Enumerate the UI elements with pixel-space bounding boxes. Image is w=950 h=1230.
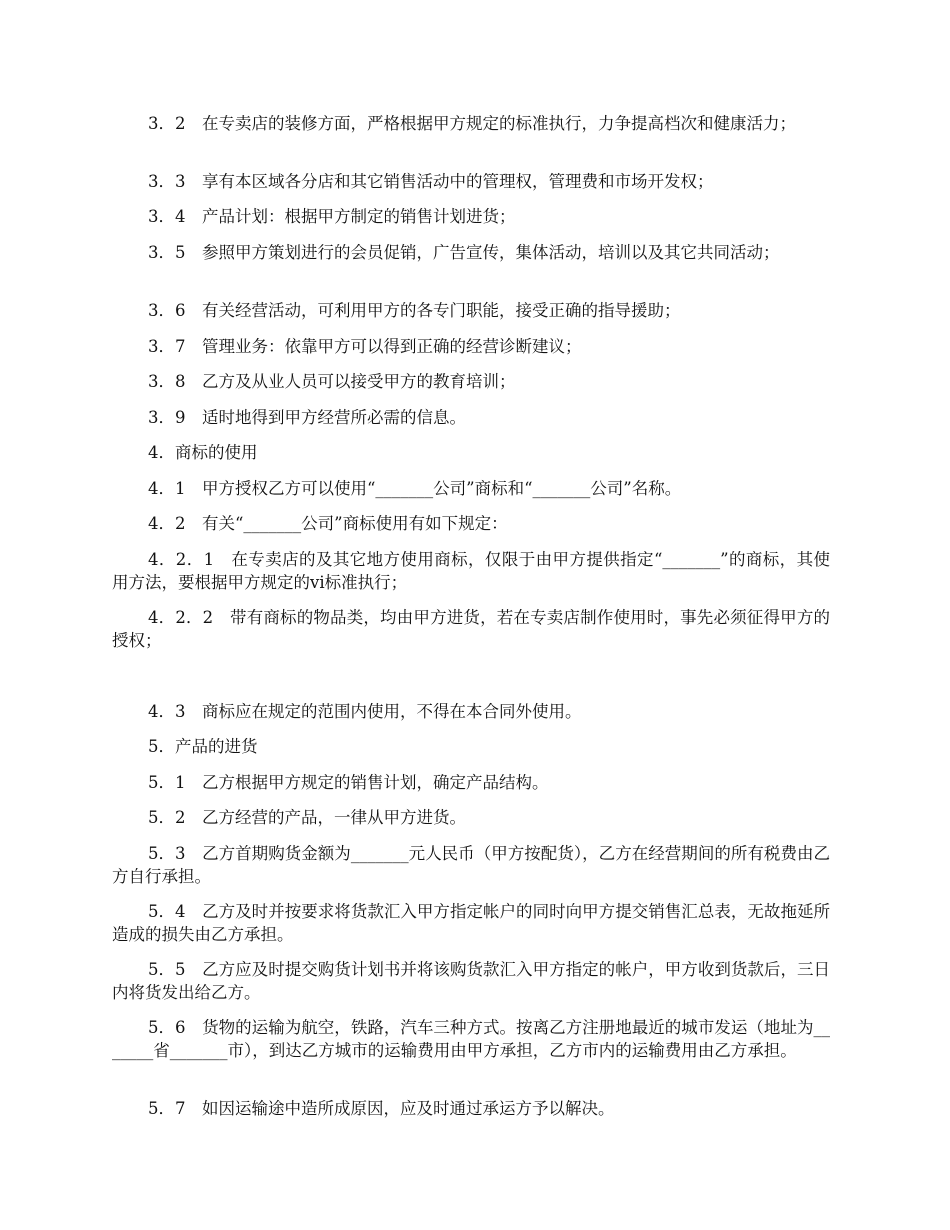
section-4-heading: 4．商标的使用 bbox=[148, 443, 258, 462]
clause-3-5: 3．5 参照甲方策划进行的会员促销，广告宣传，集体活动，培训以及其它共同活动； bbox=[148, 243, 780, 262]
clause-3-9: 3．9 适时地得到甲方经营所必需的信息。 bbox=[148, 408, 466, 427]
clause-5-4: 5．4 乙方及时并按要求将货款汇入甲方指定帐户的同时向甲方提交销售汇总表，无故拖延所造成的损失由乙方承担。 bbox=[112, 902, 830, 944]
clause-5-1: 5．1 乙方根据甲方规定的销售计划，确定产品结构。 bbox=[148, 773, 549, 792]
clause-5-2: 5．2 乙方经营的产品，一律从甲方进货。 bbox=[148, 808, 466, 827]
clause-5-6: 5．6 货物的运输为航空，铁路，汽车三种方式。按离乙方注册地最近的城市发运（地址为_______省_______市），到达乙方城市的运输费用由甲方承担，乙方市内的运输费用由乙方承担。 bbox=[112, 1018, 830, 1060]
clause-5-7: 5．7 如因运输途中造所成原因，应及时通过承运方予以解决。 bbox=[148, 1099, 615, 1118]
clause-3-4: 3．4 产品计划：根据甲方制定的销售计划进货； bbox=[148, 207, 516, 226]
clause-4-1: 4．1 甲方授权乙方可以使用“_______公司”商标和“_______公司”名称。 bbox=[148, 479, 682, 498]
section-5-heading: 5．产品的进货 bbox=[148, 737, 258, 756]
clause-4-3: 4．3 商标应在规定的范围内使用，不得在本合同外使用。 bbox=[148, 702, 582, 721]
clause-4-2-2: 4．2．2 带有商标的物品类，均由甲方进货，若在专卖店制作使用时，事先必须征得甲方的授权； bbox=[112, 608, 830, 650]
clause-5-5: 5．5 乙方应及时提交购货计划书并将该购货款汇入甲方指定的帐户，甲方收到货款后，三日内将货发出给乙方。 bbox=[112, 960, 830, 1002]
clause-3-3: 3．3 享有本区域各分店和其它销售活动中的管理权，管理费和市场开发权； bbox=[148, 172, 714, 191]
clause-3-2: 3．2 在专卖店的装修方面，严格根据甲方规定的标准执行，力争提高档次和健康活力； bbox=[148, 114, 796, 133]
clause-4-2: 4．2 有关“_______公司”商标使用有如下规定： bbox=[148, 514, 508, 533]
clause-5-3: 5．3 乙方首期购货金额为_______元人民币（甲方按配货），乙方在经营期间的所有税费由乙方自行承担。 bbox=[112, 844, 830, 886]
clause-3-6: 3．6 有关经营活动，可利用甲方的各专门职能，接受正确的指导援助； bbox=[148, 301, 681, 320]
clause-3-8: 3．8 乙方及从业人员可以接受甲方的教育培训； bbox=[148, 372, 516, 391]
clause-3-7: 3．7 管理业务：依靠甲方可以得到正确的经营诊断建议； bbox=[148, 337, 582, 356]
clause-4-2-1: 4．2．1 在专卖店的及其它地方使用商标，仅限于由甲方提供指定“_______”的商标，其使用方法，要根据甲方规定的vi标准执行； bbox=[112, 550, 830, 592]
